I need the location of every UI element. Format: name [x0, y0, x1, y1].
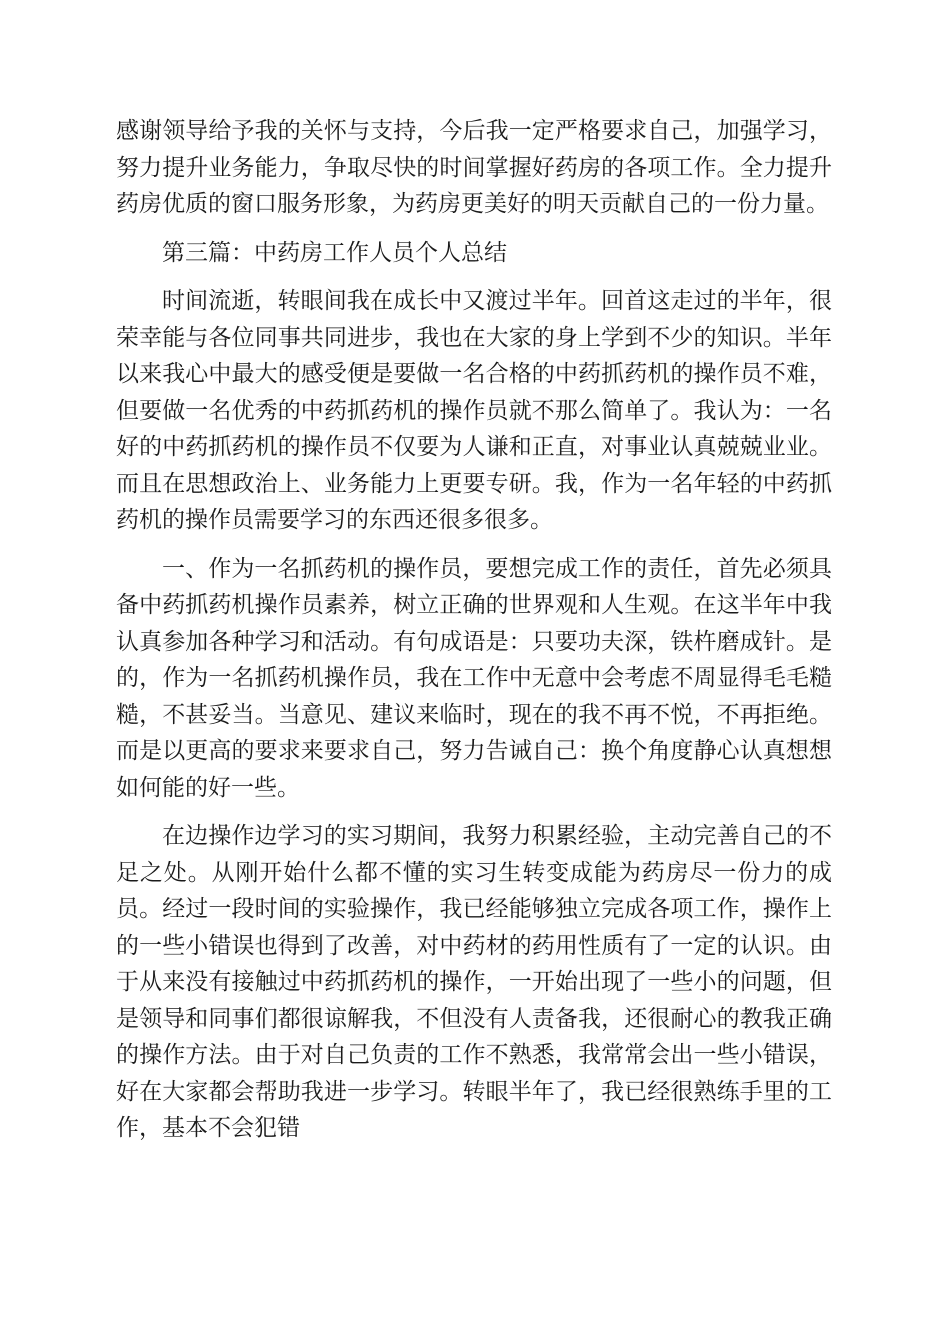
paragraph-intro: 时间流逝，转眼间我在成长中又渡过半年。回首这走过的半年，很荣幸能与各位同事共同进步，我也在大家的身上学到不少的知识。半年以来我心中最大的感受便是要做一名合格的中药抓药机的操作员不难，但要做一名优秀的中药抓药机的操作员就不那么简单了。我认为：一名好的中药抓药机的操作员不仅要为人谦和正直，对事业认真兢兢业业。而且在思想政治上、业务能力上更要专研。我，作为一名年轻的中药抓药机的操作员需要学习的东西还很多很多。 — [116, 288, 832, 533]
paragraph-internship: 在边操作边学习的实习期间，我努力积累经验，主动完善自己的不足之处。从刚开始什么都不懂的实习生转变成能为药房尽一份力的成员。经过一段时间的实验操作，我已经能够独立完成各项工作，操作上的一些小错误也得到了改善，对中药材的药用性质有了一定的认识。由于从来没有接触过中药抓药机的操作，一开始出现了一些小的问题，但是领导和同事们都很谅解我，不但没有人责备我，还很耐心的教我正确的操作方法。由于对自己负责的工作不熟悉，我常常会出一些小错误，好在大家都会帮助我进一步学习。转眼半年了，我已经很熟练手里的工作，基本不会犯错 — [116, 823, 832, 1141]
document-page — [116, 113, 832, 1159]
paragraph-closing-thanks: 感谢领导给予我的关怀与支持，今后我一定严格要求自己，加强学习，努力提升业务能力，争取尽快的时间掌握好药房的各项工作。全力提升药房优质的窗口服务形象，为药房更美好的明天贡献自己的一份力量。 — [116, 118, 832, 217]
paragraph-point-one: 一、作为一名抓药机的操作员，要想完成工作的责任，首先必须具备中药抓药机操作员素养，树立正确的世界观和人生观。在这半年中我认真参加各种学习和活动。有句成语是：只要功夫深，铁杵磨成针。是的，作为一名抓药机操作员，我在工作中无意中会考虑不周显得毛毛糙糙，不甚妥当。当意见、建议来临时，现在的我不再不悦，不再拒绝。而是以更高的要求来要求自己，努力告诫自己：换个角度静心认真想想如何能的好一些。 — [116, 555, 832, 801]
section-heading: 第三篇：中药房工作人员个人总结 — [162, 239, 507, 266]
